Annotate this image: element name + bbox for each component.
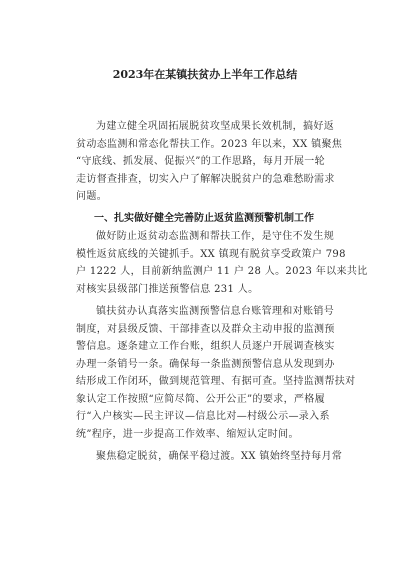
text-line: 做好防止返贫动态监测和帮扶工作，是守住不发生规	[96, 231, 335, 242]
paragraph-body	[76, 228, 368, 298]
text-line: 为建立健全巩固拓展脱贫攻坚成果长效机制，搞好返	[96, 121, 335, 132]
text-line: 办理一条销号一条。确保每一条监测预警信息从发现到办	[76, 358, 335, 370]
text-line: 警信息。逐条建立工作台账，组织人员逐户开展调查核实	[76, 341, 335, 352]
paragraph-intro	[76, 118, 343, 206]
section-heading: 一、扎实做好健全完善防止返贫监测预警机制工作	[94, 213, 314, 224]
text-line: 统”程序，进一步提高工作效率、缩短认定时间。	[76, 428, 299, 440]
text-line: 制度，对县级反馈、干部排查以及群众主动申报的监测预	[76, 323, 335, 335]
document-title: 2023年在某镇扶贫办上半年工作总结	[112, 68, 298, 81]
text-line: 户 1222 人，目前新纳监测户 11 户 28 人。2023 年以来共比	[76, 266, 368, 277]
text-line: 镇扶贫办认真落实监测预警信息台账管理和对账销号	[96, 306, 335, 317]
text-line: “守底线、抓发展、促振兴”的工作思路，每月开展一轮	[76, 156, 325, 167]
paragraph-body	[76, 303, 356, 443]
text-line: 问题。	[76, 191, 108, 202]
text-line: 行“入户核实—民主评议—信息比对—村级公示—录入系	[76, 411, 330, 422]
text-line: 贫动态监测和常态化帮扶工作。2023 年以来，XX 镇聚焦	[76, 138, 343, 150]
text-line: 模性返贫底线的关键抓手。XX 镇现有脱贫享受政策户 798	[76, 248, 346, 260]
text-line: 聚焦稳定脱贫，确保平稳过渡。XX 镇始终坚持每月常	[96, 451, 343, 462]
text-line: 对核实县级部门推送预警信息 231 人。	[76, 283, 259, 295]
text-line: 象认定工作按照“应简尽简、公开公正”的要求，严格履	[76, 393, 325, 405]
text-line: 结形成工作闭环，做到规范管理、有据可查。坚持监测帮扶对	[76, 376, 356, 387]
paragraph-body	[76, 448, 343, 466]
text-line: 走访督查排查，切实入户了解解决脱贫户的急难愁盼需求	[76, 173, 335, 185]
